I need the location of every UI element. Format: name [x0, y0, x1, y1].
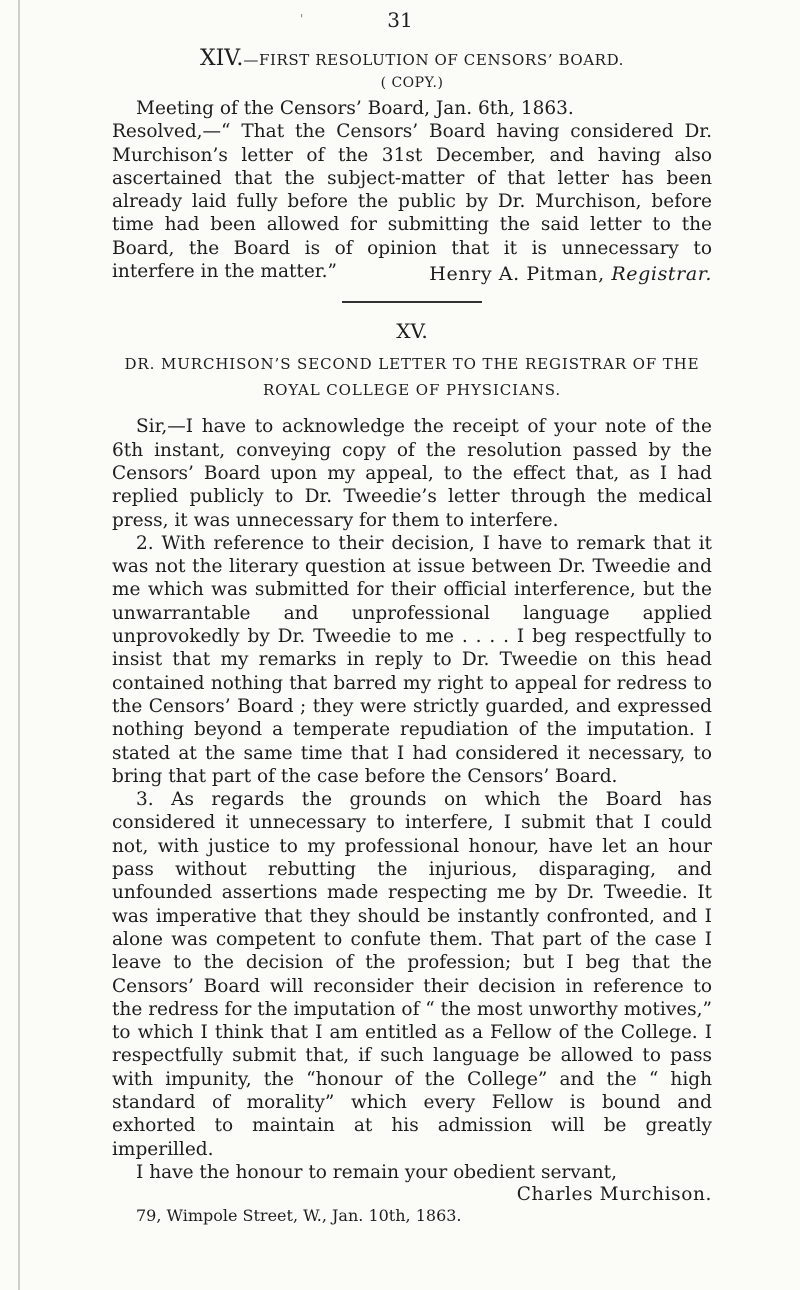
meeting-line: Meeting of the Censors’ Board, Jan. 6th, 1863. [136, 98, 574, 119]
section-xiv-heading [112, 46, 712, 71]
letter-paragraph-3: 3. As regards the grounds on which the Board has considered it unnecessary to interfere, I submit that I could not, with justice to my professional honour, have let an hour pass without rebutting the injurious, disparaging, and unfounded assertions made respecting me by Dr. Tweedie. It was imperative that they should be instantly confronted, and I alone was competent to confute them. That part of the case I leave to the decision of the profession; but I beg that the Censors’ Board will reconsider their decision in reference to the redress for the imputation of “ the most unworthy motives,” to which I think that I am entitled as a Fellow of the College. I respectfully submit that, if such language be allowed to pass with impunity, the “honour of the College” and the “ high standard of morality” which every Fellow is bound and exhorted to maintain at his admission will be greatly imperilled. [112, 789, 712, 1160]
page-number: 31 [387, 8, 413, 32]
murchison-letter [112, 415, 712, 1226]
section-xv-title [112, 351, 712, 403]
section-xv-title-line-1: DR. MURCHISON’S SECOND LETTER TO THE REGISTRAR OF THE [124, 355, 700, 374]
letter-address: 79, Wimpole Street, W., Jan. 10th, 1863. [136, 1206, 462, 1226]
signature-title: Registrar. [611, 263, 712, 286]
section-xv-number: XV. [396, 319, 428, 344]
letter-paragraph-2: 2. With reference to their decision, I have to remark that it was not the literary question at issue between Dr. Tweedie and me which was submitted for their official interference, but the unwarrantable and unprofessional language applied unprovokedly by Dr. Tweedie to me . . . . I beg respectfully to insist that my remarks in reply to Dr. Tweedie on this head contained nothing that barred my right to appeal for redress to the Censors’ Board ; they were strictly guarded, and expressed nothing beyond a temperate repudiation of the imputation. I stated at the same time that I had considered it necessary, to bring that part of the case before the Censors’ Board. [112, 532, 712, 787]
resolution-text: Resolved,—“ That the Censors’ Board having considered Dr. Murchison’s letter of the 31st December, and having also ascertained that the subject-matter of that letter has been already laid fully before the public by Dr. Murchison, before time had been allowed for submitting the said letter to the Board, the Board is of opinion that it is unnecessary to interfere in the matter.” [112, 121, 712, 283]
page-content [112, 46, 712, 1226]
section-xv-title-line-2: ROYAL COLLEGE OF PHYSICIANS. [262, 381, 562, 400]
stray-mark: ' [300, 12, 304, 26]
section-xiv-title: —FIRST RESOLUTION OF CENSORS’ BOARD. [243, 51, 625, 69]
letter-paragraph-1: Sir,—I have to acknowledge the receipt of your note of the 6th instant, conveying copy of the resolution passed by the Censors’ Board upon my appeal, to the effect that, as I had replied publicly to Dr. Tweedie’s letter through the medical press, it was unnecessary for them to interfere. [112, 416, 712, 531]
letter-closing: I have the honour to remain your obedient servant, [136, 1161, 617, 1183]
section-divider [342, 301, 482, 303]
letter-signer: Charles Murchison. [516, 1184, 712, 1206]
page-edge-rule [18, 0, 20, 1290]
signature-name: Henry A. Pitman, [429, 263, 605, 286]
section-xiv-number: XIV. [199, 46, 244, 71]
copy-note: ( COPY.) [380, 75, 444, 91]
